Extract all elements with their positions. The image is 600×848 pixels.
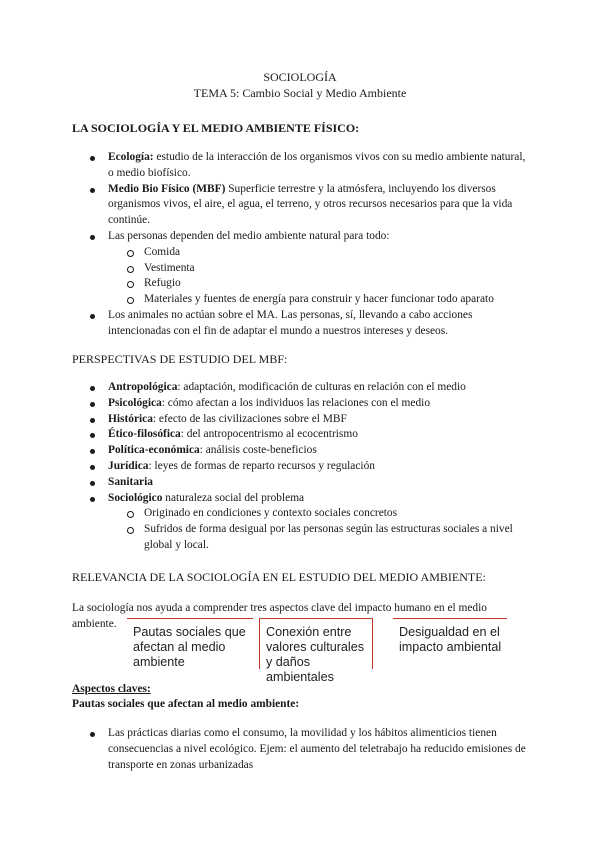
list-item bbox=[72, 491, 532, 554]
item-term: Psicológica bbox=[108, 396, 162, 409]
section-heading-physical-environment: LA SOCIOLOGÍA Y EL MEDIO AMBIENTE FÍSICO: bbox=[72, 121, 360, 135]
item-term: Antropológica bbox=[108, 381, 178, 393]
aspect-box-social-patterns bbox=[127, 618, 253, 669]
document-title: SOCIOLOGÍA bbox=[263, 70, 337, 84]
key-aspects-diagram bbox=[127, 618, 510, 684]
list-item bbox=[72, 427, 532, 443]
item-text: Las personas dependen del medio ambiente natural para todo: bbox=[108, 229, 390, 242]
list-item bbox=[72, 182, 532, 229]
item-term: Medio Bio Físico (MBF) bbox=[108, 182, 226, 195]
section-heading-perspectives: PERSPECTIVAS DE ESTUDIO DEL MBF: bbox=[72, 352, 288, 366]
list-item: Las prácticas diarias como el consumo, la movilidad y los hábitos alimenticios tienen consecuencias a nivel ecológico. Ejem: el aumento del teletrabajo ha reducido emisiones de transporte en zonas urbanizadas bbox=[72, 726, 532, 773]
list-item bbox=[72, 308, 532, 340]
item-term: Política-económica bbox=[108, 444, 200, 457]
item-term: Ético-filosófica bbox=[108, 428, 181, 441]
item-term: Jurídica bbox=[108, 459, 149, 472]
physical-environment-list bbox=[72, 150, 532, 340]
list-item bbox=[72, 475, 532, 491]
list-item bbox=[72, 443, 532, 459]
list-item bbox=[72, 412, 532, 428]
aspect-box-cultural-values bbox=[259, 618, 373, 684]
item-text: Superficie terrestre y la atmósfera, incluyendo los diversos organismos vivos, el aire, el agua, el terreno, y otros recursos necesarios para que la vida continúe. bbox=[108, 182, 513, 227]
section-heading-relevance: RELEVANCIA DE LA SOCIOLOGÍA EN EL ESTUDIO DEL MEDIO AMBIENTE: bbox=[72, 570, 486, 584]
item-text: naturaleza social del problema bbox=[162, 491, 305, 504]
document-subtitle: TEMA 5: Cambio Social y Medio Ambiente bbox=[193, 86, 407, 100]
aspect-box-inequality bbox=[393, 618, 507, 669]
sub-list-item: Vestimenta bbox=[108, 261, 532, 277]
item-text: : leyes de formas de reparto recursos y regulación bbox=[148, 459, 375, 472]
sub-list-item: Comida bbox=[108, 245, 532, 261]
item-text: : efecto de las civilizaciones sobre el MBF bbox=[152, 412, 347, 425]
item-term: Histórica bbox=[108, 412, 153, 425]
list-item bbox=[72, 396, 532, 412]
sub-list-item: Materiales y fuentes de energía para construir y hacer funcionar todo aparato bbox=[108, 292, 532, 308]
list-item bbox=[72, 459, 532, 475]
aspect-box-label: Conexión entre valores culturales y daños ambientales bbox=[266, 625, 364, 684]
item-text: : cómo afectan a los individuos las relaciones con el medio bbox=[161, 396, 431, 409]
item-term: Sociológico bbox=[108, 491, 163, 504]
list-item bbox=[72, 380, 532, 396]
list-item bbox=[72, 150, 532, 182]
relevance-intro: La sociología nos ayuda a comprender tres aspectos clave del impacto humano en el medio ambiente. bbox=[72, 602, 487, 630]
aspects-heading: Aspectos claves: bbox=[72, 683, 151, 695]
aspects-list bbox=[72, 726, 532, 773]
item-text: estudio de la interacción de los organismos vivos con su medio ambiente natural, o medio biofísico. bbox=[108, 151, 526, 179]
item-text: : adaptación, modificación de culturas en relación con el medio bbox=[177, 381, 466, 393]
sub-list-item: Sufridos de forma desigual por las personas según las estructuras sociales a nivel global y local. bbox=[108, 522, 532, 554]
item-text: : análisis coste-beneficios bbox=[199, 444, 317, 457]
sub-list-item: Refugio bbox=[108, 276, 532, 292]
aspect-box-label: Desigualdad en el impacto ambiental bbox=[399, 625, 502, 654]
list-item bbox=[72, 229, 532, 308]
sub-list-item: Originado en condiciones y contexto sociales concretos bbox=[108, 506, 532, 522]
item-text: Los animales no actúan sobre el MA. Las personas, sí, llevando a cabo acciones intencionadas con el fin de adaptar el mundo a nuestros intereses y deseos. bbox=[108, 308, 473, 337]
perspectives-list bbox=[72, 380, 532, 554]
aspect-box-label: Pautas sociales que afectan al medio ambiente bbox=[133, 625, 246, 669]
item-term: Ecología: bbox=[108, 151, 154, 163]
aspects-subheading: Pautas sociales que afectan al medio ambiente: bbox=[72, 698, 300, 710]
item-term: Sanitaria bbox=[108, 475, 153, 488]
item-text: : del antropocentrismo al ecocentrismo bbox=[180, 428, 358, 441]
